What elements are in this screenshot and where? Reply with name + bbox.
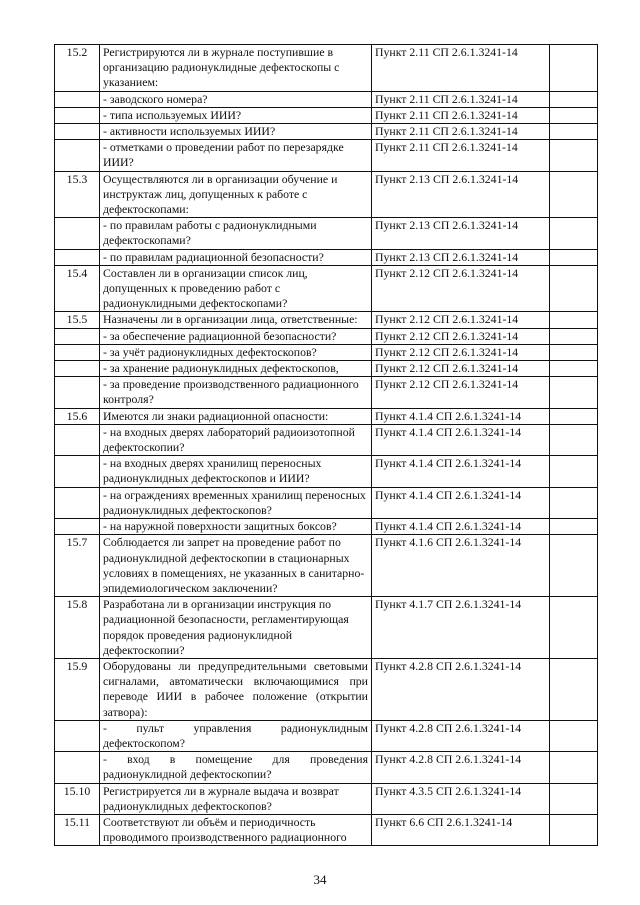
mark-cell [550,312,598,328]
question-cell: Оборудованы ли предупредительными световыми сигналами, автоматически включающимися при переводе ИИИ в рабочее положение (открытии затвора): [100,658,372,720]
legal-reference-cell: Пункт 2.13 СП 2.6.1.3241-14 [372,249,550,265]
table-row [55,814,598,845]
question-cell: - пульт управления радионуклидным дефектоскопом? [100,720,372,751]
question-cell: - за обеспечение радиационной безопасности? [100,328,372,344]
mark-cell [550,344,598,360]
question-cell: - по правилам работы с радионуклидными дефектоскопами? [100,218,372,249]
mark-cell [550,456,598,487]
legal-reference-cell: Пункт 2.11 СП 2.6.1.3241-14 [372,45,550,92]
item-number-cell: 15.8 [55,597,100,659]
table-row [55,361,598,377]
item-number-cell [55,124,100,140]
item-number-cell [55,218,100,249]
mark-cell [550,265,598,312]
item-number-cell: 15.11 [55,814,100,845]
mark-cell [550,171,598,218]
question-cell: Соблюдается ли запрет на проведение работ по радионуклидной дефектоскопии в стационарных условиях в помещениях, не указанных в санитарно-эпидемиологическом заключении? [100,535,372,597]
item-number-cell [55,249,100,265]
checklist-body [55,45,598,846]
mark-cell [550,814,598,845]
question-cell: Назначены ли в организации лица, ответственные: [100,312,372,328]
item-number-cell [55,328,100,344]
table-row [55,658,598,720]
question-cell: - на входных дверях лабораторий радиоизотопной дефектоскопии? [100,424,372,455]
table-row [55,45,598,92]
mark-cell [550,535,598,597]
question-cell: - заводского номера? [100,91,372,107]
legal-reference-cell: Пункт 2.13 СП 2.6.1.3241-14 [372,171,550,218]
legal-reference-cell: Пункт 4.1.4 СП 2.6.1.3241-14 [372,456,550,487]
mark-cell [550,408,598,424]
table-row [55,456,598,487]
table-row [55,535,598,597]
item-number-cell: 15.7 [55,535,100,597]
legal-reference-cell: Пункт 2.12 СП 2.6.1.3241-14 [372,265,550,312]
item-number-cell [55,519,100,535]
item-number-cell: 15.9 [55,658,100,720]
question-cell: Составлен ли в организации список лиц, допущенных к проведению работ с радионуклидными дефектоскопами? [100,265,372,312]
item-number-cell [55,107,100,123]
table-row [55,124,598,140]
table-row [55,519,598,535]
legal-reference-cell: Пункт 4.1.4 СП 2.6.1.3241-14 [372,408,550,424]
question-cell: Соответствуют ли объём и периодичность проводимого производственного радиационного [100,814,372,845]
item-number-cell: 15.6 [55,408,100,424]
table-row [55,91,598,107]
mark-cell [550,720,598,751]
item-number-cell [55,752,100,783]
table-row [55,107,598,123]
item-number-cell: 15.2 [55,45,100,92]
table-row [55,377,598,408]
legal-reference-cell: Пункт 2.11 СП 2.6.1.3241-14 [372,124,550,140]
question-cell: - за учёт радионуклидных дефектоскопов? [100,344,372,360]
table-row [55,265,598,312]
question-cell: - по правилам радиационной безопасности? [100,249,372,265]
item-number-cell [55,344,100,360]
mark-cell [550,519,598,535]
legal-reference-cell: Пункт 4.3.5 СП 2.6.1.3241-14 [372,783,550,814]
question-cell: Регистрируются ли в журнале поступившие в организацию радионуклидные дефектоскопы с указанием: [100,45,372,92]
legal-reference-cell: Пункт 2.12 СП 2.6.1.3241-14 [372,312,550,328]
legal-reference-cell: Пункт 4.1.4 СП 2.6.1.3241-14 [372,487,550,518]
item-number-cell [55,377,100,408]
table-row [55,752,598,783]
question-cell: - отметками о проведении работ по перезарядке ИИИ? [100,140,372,171]
table-row [55,328,598,344]
page-number: 34 [313,872,327,887]
question-cell: Имеются ли знаки радиационной опасности: [100,408,372,424]
legal-reference-cell: Пункт 6.6 СП 2.6.1.3241-14 [372,814,550,845]
table-row [55,171,598,218]
question-cell: - за проведение производственного радиационного контроля? [100,377,372,408]
legal-reference-cell: Пункт 4.1.4 СП 2.6.1.3241-14 [372,519,550,535]
mark-cell [550,140,598,171]
mark-cell [550,752,598,783]
mark-cell [550,658,598,720]
mark-cell [550,91,598,107]
legal-reference-cell: Пункт 4.1.4 СП 2.6.1.3241-14 [372,424,550,455]
item-number-cell [55,456,100,487]
legal-reference-cell: Пункт 4.1.7 СП 2.6.1.3241-14 [372,597,550,659]
mark-cell [550,487,598,518]
mark-cell [550,377,598,408]
question-cell: - на наружной поверхности защитных боксов? [100,519,372,535]
item-number-cell [55,487,100,518]
item-number-cell [55,720,100,751]
item-number-cell: 15.10 [55,783,100,814]
item-number-cell: 15.4 [55,265,100,312]
legal-reference-cell: Пункт 2.11 СП 2.6.1.3241-14 [372,107,550,123]
legal-reference-cell: Пункт 2.13 СП 2.6.1.3241-14 [372,218,550,249]
question-cell: - вход в помещение для проведения радионуклидной дефектоскопии? [100,752,372,783]
table-row [55,312,598,328]
table-row [55,783,598,814]
legal-reference-cell: Пункт 2.12 СП 2.6.1.3241-14 [372,344,550,360]
question-cell: Осуществляются ли в организации обучение и инструктаж лиц, допущенных к работе с дефектоскопами: [100,171,372,218]
table-row [55,249,598,265]
table-row [55,344,598,360]
question-cell: Разработана ли в организации инструкция по радиационной безопасности, регламентирующая порядок проведения радионуклидной дефектоскопии? [100,597,372,659]
question-cell: Регистрируется ли в журнале выдача и возврат радионуклидных дефектоскопов? [100,783,372,814]
legal-reference-cell: Пункт 2.12 СП 2.6.1.3241-14 [372,361,550,377]
question-cell: - на входных дверях хранилищ переносных радионуклидных дефектоскопов и ИИИ? [100,456,372,487]
table-row [55,597,598,659]
legal-reference-cell: Пункт 2.11 СП 2.6.1.3241-14 [372,91,550,107]
mark-cell [550,124,598,140]
mark-cell [550,107,598,123]
legal-reference-cell: Пункт 2.11 СП 2.6.1.3241-14 [372,140,550,171]
table-row [55,140,598,171]
question-cell: - типа используемых ИИИ? [100,107,372,123]
mark-cell [550,218,598,249]
item-number-cell [55,361,100,377]
legal-reference-cell: Пункт 4.2.8 СП 2.6.1.3241-14 [372,658,550,720]
mark-cell [550,783,598,814]
mark-cell [550,328,598,344]
legal-reference-cell: Пункт 4.2.8 СП 2.6.1.3241-14 [372,720,550,751]
question-cell: - на ограждениях временных хранилищ переносных радионуклидных дефектоскопов? [100,487,372,518]
mark-cell [550,361,598,377]
mark-cell [550,424,598,455]
legal-reference-cell: Пункт 4.1.6 СП 2.6.1.3241-14 [372,535,550,597]
question-cell: - за хранение радионуклидных дефектоскопов, [100,361,372,377]
item-number-cell [55,91,100,107]
item-number-cell [55,140,100,171]
legal-reference-cell: Пункт 2.12 СП 2.6.1.3241-14 [372,377,550,408]
item-number-cell: 15.3 [55,171,100,218]
question-cell: - активности используемых ИИИ? [100,124,372,140]
table-row [55,424,598,455]
mark-cell [550,597,598,659]
table-row [55,218,598,249]
table-row [55,720,598,751]
legal-reference-cell: Пункт 4.2.8 СП 2.6.1.3241-14 [372,752,550,783]
mark-cell [550,45,598,92]
item-number-cell [55,424,100,455]
table-row [55,487,598,518]
mark-cell [550,249,598,265]
item-number-cell: 15.5 [55,312,100,328]
table-row [55,408,598,424]
checklist-table [54,44,598,846]
legal-reference-cell: Пункт 2.12 СП 2.6.1.3241-14 [372,328,550,344]
